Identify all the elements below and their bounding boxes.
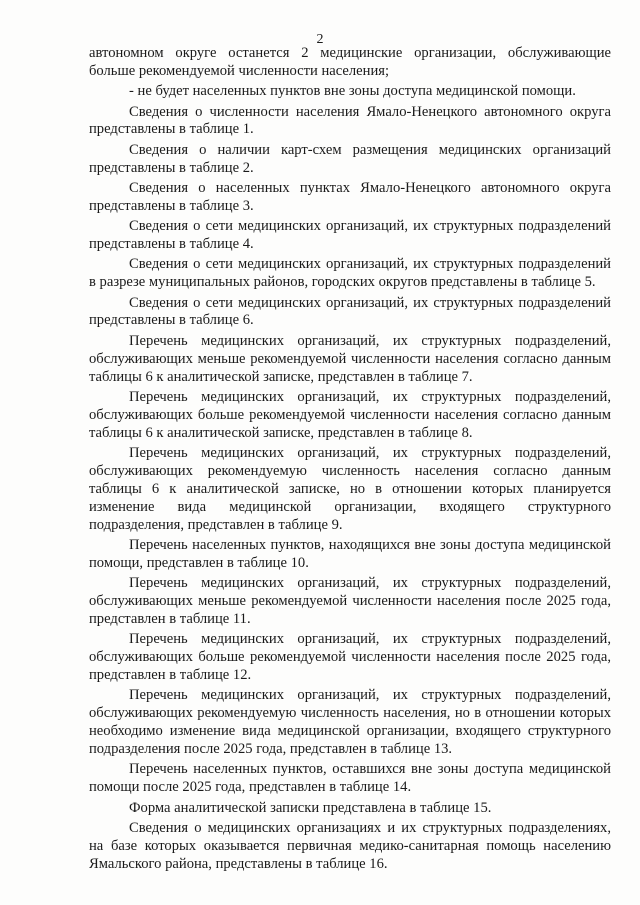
paragraph-table-13: Перечень медицинских организаций, их структурных подразделений, обслуживающих рекомендуемую численность населения, но в отношении которых необходимо изменение вида медицинской организации, входящего структурного подразделения после 2025 года, представлен в таблице 13. xyxy=(89,687,611,757)
paragraph-table-6: Сведения о сети медицинских организаций, их структурных подразделений представлены в таблице 6. xyxy=(89,294,611,329)
paragraph-table-3: Сведения о населенных пунктах Ямало-Ненецкого автономного округа представлены в таблице 3. xyxy=(89,179,611,214)
paragraph-table-15: Форма аналитической записки представлена в таблице 15. xyxy=(129,799,492,816)
paragraph-table-14: Перечень населенных пунктов, оставшихся вне зоны доступа медицинской помощи после 2025 года, представлен в таблице 14. xyxy=(89,761,611,796)
body-text xyxy=(89,45,611,876)
page-number: 2 xyxy=(316,32,324,47)
paragraph-bullet: - не будет населенных пунктов вне зоны доступа медицинской помощи. xyxy=(129,83,576,100)
paragraph-table-12: Перечень медицинских организаций, их структурных подразделений, обслуживающих больше рекомендуемой численности населения после 2025 года, представлен в таблице 12. xyxy=(89,631,611,683)
paragraph-table-5: Сведения о сети медицинских организаций, их структурных подразделений в разрезе муниципальных районов, городских округов представлены в таблице 5. xyxy=(89,256,611,291)
paragraph-table-2: Сведения о наличии карт-схем размещения медицинских организаций представлены в таблице 2. xyxy=(89,141,611,176)
paragraph-table-16: Сведения о медицинских организациях и их структурных подразделениях, на базе которых оказывается первичная медико-санитарная помощь населению Ямальского района, представлены в таблице 16. xyxy=(89,819,611,872)
paragraph-table-8: Перечень медицинских организаций, их структурных подразделений, обслуживающих больше рекомендуемой численности населения согласно данным таблицы 6 к аналитической записке, представлен в таблице 8. xyxy=(89,388,611,441)
paragraph-table-9: Перечень медицинских организаций, их структурных подразделений, обслуживающих рекомендуемую численность населения согласно данным таблицы 6 к аналитической записке, но в отношении которых планируется изменение вида медицинской организации, входящего структурного подразделения, представлен в таблице 9. xyxy=(89,444,611,533)
paragraph-table-1: Сведения о численности населения Ямало-Ненецкого автономного округа представлены в таблице 1. xyxy=(89,103,611,138)
paragraph-table-11: Перечень медицинских организаций, их структурных подразделений, обслуживающих меньше рекомендуемой численности населения после 2025 года, представлен в таблице 11. xyxy=(89,575,611,627)
paragraph-table-4: Сведения о сети медицинских организаций, их структурных подразделений представлены в таблице 4. xyxy=(89,218,611,253)
paragraph-table-10: Перечень населенных пунктов, находящихся вне зоны доступа медицинской помощи, представлен в таблице 10. xyxy=(89,536,611,571)
paragraph-continuation: автономном округе останется 2 медицинские организации, обслуживающие больше рекомендуемой численности населения; xyxy=(89,45,611,79)
paragraph-table-7: Перечень медицинских организаций, их структурных подразделений, обслуживающих меньше рекомендуемой численности населения согласно данным таблицы 6 к аналитической записке, представлен в таблице 7. xyxy=(89,332,611,385)
